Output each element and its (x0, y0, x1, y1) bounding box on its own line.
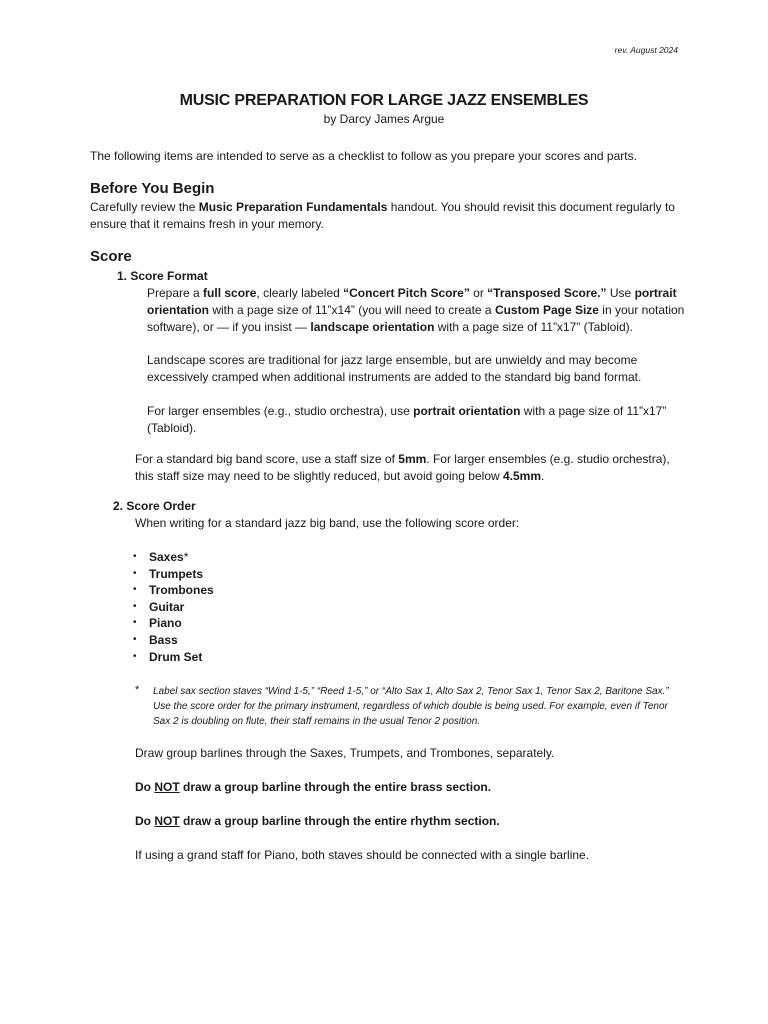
grand-staff-paragraph: If using a grand staff for Piano, both staves should be connected with a single barline. (135, 848, 590, 862)
byline: by Darcy James Argue (323, 112, 445, 126)
bullet-icon: • (133, 617, 137, 629)
list-item: • Trombones (133, 583, 214, 598)
intro-paragraph: The following items are intended to serve as a checklist to follow as you prepare your scores and parts. (90, 149, 637, 163)
list-item: • Bass (133, 632, 178, 647)
list-item: • Drum Set (133, 649, 203, 664)
footnote-marker: * (135, 684, 140, 696)
larger-ensembles-paragraph: For larger ensembles (e.g., studio orchestra), use portrait orientation with a page size of 11”x17” (Tabloid). (147, 404, 667, 435)
brass-barline-warning: Do NOT draw a group barline through the entire brass section. (135, 780, 492, 794)
bullet-icon: • (133, 600, 137, 612)
bullet-icon: • (133, 551, 137, 562)
score-order-intro: When writing for a standard jazz big band, use the following score order: (135, 516, 520, 530)
landscape-paragraph: Landscape scores are traditional for jazz large ensemble, but are unwieldy and may become excessively cramped when additional instruments are added to the standard big band format. (147, 353, 642, 384)
footnote-text: Label sax section staves “Wind 1-5,” “Reed 1-5,” or “Alto Sax 1, Alto Sax 2, Tenor Sax 1, Tenor Sax 2, Baritone Sax.” Use the score order for the primary instrument, regardless of which double is being used. For example, even if Tenor Sax 2 is doubling on flute, their staff remains in the usual Tenor 2 position. (153, 686, 669, 727)
list-item: • Piano (133, 616, 182, 631)
section-heading-score: Score (90, 248, 132, 265)
group-barlines-paragraph: Draw group barlines through the Saxes, Trumpets, and Trombones, separately. (135, 746, 555, 760)
list-item: • Saxes* (133, 550, 189, 564)
page-title: MUSIC PREPARATION FOR LARGE JAZZ ENSEMBLES (179, 92, 589, 109)
score-order-list (133, 549, 214, 665)
bullet-icon: • (133, 584, 137, 596)
item-score-format: 1. Score Format (117, 269, 208, 283)
section-heading-before-you-begin: Before You Begin (90, 180, 215, 197)
list-item: • Guitar (133, 599, 185, 614)
score-format-paragraph: Prepare a full score, clearly labeled “Concert Pitch Score” or “Transposed Score.” Use portrait orientation with a page size of 11”x14” (you will need to create a Custom Page Size in your notation software), or — if you insist — landscape orientation with a page size of 11”x17” (Tabloid). (147, 286, 685, 334)
revision-date: rev. August 2024 (614, 45, 678, 55)
before-paragraph: Carefully review the Music Preparation Fundamentals handout. You should revisit this document regularly to ensure that it remains fresh in your memory. (90, 200, 675, 231)
bullet-icon: • (133, 567, 137, 579)
staff-size-paragraph: For a standard big band score, use a staff size of 5mm. For larger ensembles (e.g. studio orchestra), this staff size may need to be slightly reduced, but avoid going below 4.5mm. (135, 452, 670, 483)
bullet-icon: • (133, 650, 137, 662)
bullet-icon: • (133, 633, 137, 645)
list-item: • Trumpets (133, 566, 204, 581)
rhythm-barline-warning: Do NOT draw a group barline through the entire rhythm section. (135, 814, 500, 828)
item-score-order: 2. Score Order (113, 499, 196, 513)
